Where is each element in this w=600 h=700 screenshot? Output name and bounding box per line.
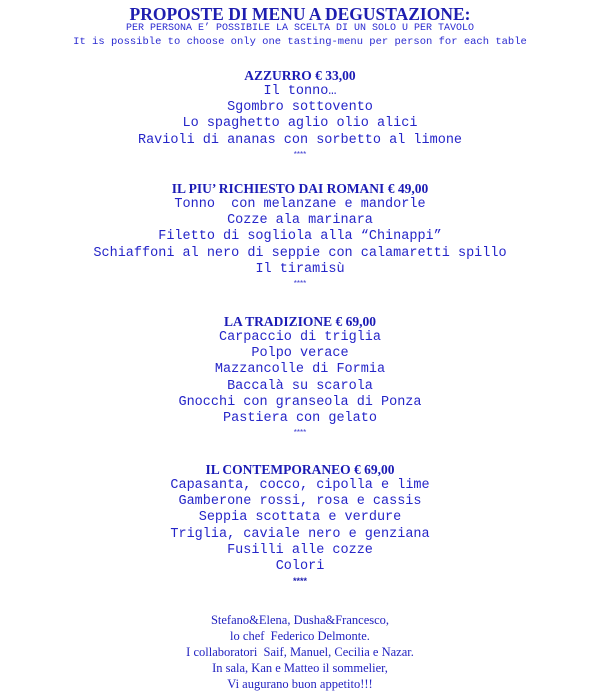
dish-item: Mazzancolle di Formia xyxy=(214,362,386,378)
dish-item: Schiaffoni al nero di seppie con calamaretti spillo xyxy=(93,245,507,261)
section-title: AZZURRO € 33,00 xyxy=(244,68,356,83)
section-title: IL CONTEMPORANEO € 69,00 xyxy=(205,462,395,477)
dish-item: Sgombro sottovento xyxy=(227,100,373,116)
section-separator: **** xyxy=(292,576,307,587)
dish-item: Fusilli alle cozze xyxy=(227,542,373,558)
staff-credits xyxy=(0,612,600,692)
dish-item: Lo spaghetto aglio olio alici xyxy=(182,116,418,132)
credit-line: Vi augurano buon appetito!!! xyxy=(227,677,373,691)
menu-section-azzurro xyxy=(0,67,600,161)
dish-item: Pastiera con gelato xyxy=(223,410,377,426)
menu-section-tradizione xyxy=(0,313,600,439)
dish-item: Baccalà su scarola xyxy=(227,378,373,394)
dish-item: Colori xyxy=(275,558,325,574)
credit-line: I collaboratori Saif, Manuel, Cecilia e Nazar. xyxy=(186,645,414,659)
dish-item: Triglia, caviale nero e genziana xyxy=(170,526,430,542)
section-title: IL PIU’ RICHIESTO DAI ROMANI € 49,00 xyxy=(171,181,429,196)
credit-line: In sala, Kan e Matteo il sommelier, xyxy=(212,661,388,675)
dish-item: Carpaccio di triglia xyxy=(218,330,382,345)
dish-item: Capasanta, cocco, cipolla e lime xyxy=(170,478,430,493)
section-separator: **** xyxy=(293,428,307,438)
dish-item: Polpo verace xyxy=(251,346,349,362)
dish-item: Il tiramisù xyxy=(255,261,345,277)
dish-item: Ravioli di ananas con sorbetto al limone xyxy=(137,132,463,148)
dish-item: Tonno con melanzane e mandorle xyxy=(174,197,426,212)
credit-line: lo chef Federico Delmonte. xyxy=(230,629,370,643)
section-separator: **** xyxy=(293,278,307,288)
dish-item: Gnocchi con granseola di Ponza xyxy=(178,394,422,410)
menu-section-contemporaneo xyxy=(0,461,600,587)
dish-item: Filetto di sogliola alla “Chinappi” xyxy=(158,229,442,245)
dish-item: Gamberone rossi, rosa e cassis xyxy=(178,494,422,510)
subtitle-italian: PER PERSONA E’ POSSIBILE LA SCELTA DI UN SOLO U PER TAVOLO xyxy=(125,23,475,34)
credit-line: Stefano&Elena, Dusha&Francesco, xyxy=(210,613,390,627)
dish-item: Seppia scottata e verdure xyxy=(198,510,402,526)
dish-item: Cozze ala marinara xyxy=(227,213,373,229)
dish-item: Il tonno… xyxy=(263,84,337,99)
subtitle-english: It is possible to choose only one tasting-menu per person for each table xyxy=(73,36,527,48)
section-separator: **** xyxy=(293,149,307,159)
section-title: LA TRADIZIONE € 69,00 xyxy=(223,314,377,329)
menu-section-piu-richiesto xyxy=(0,180,600,290)
page-title: PROPOSTE DI MENU A DEGUSTAZIONE: xyxy=(129,4,471,24)
